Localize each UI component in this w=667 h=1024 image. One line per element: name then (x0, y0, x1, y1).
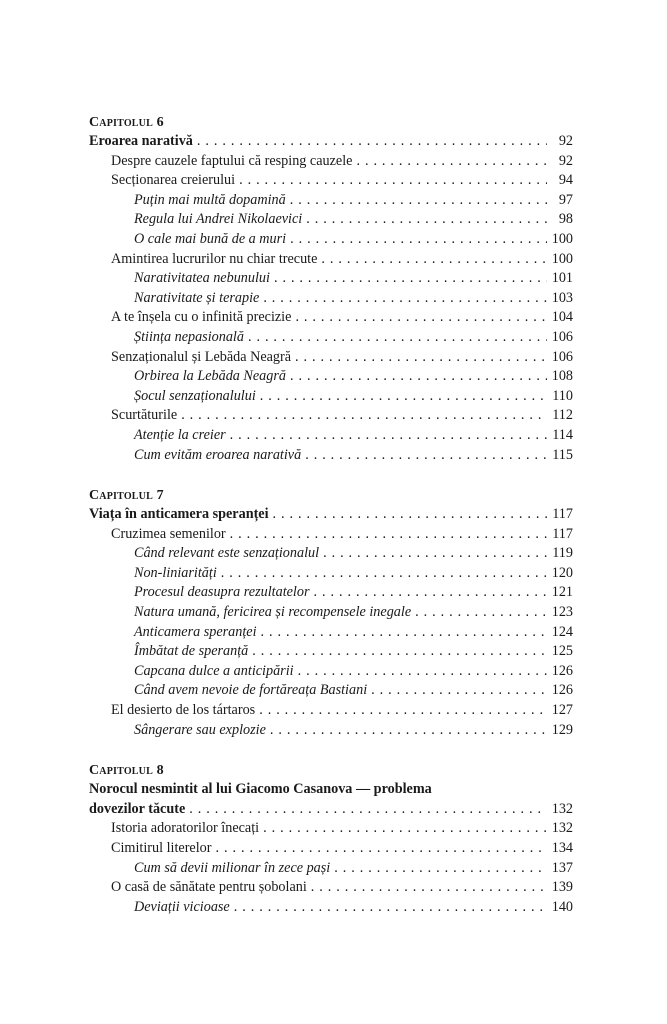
dot-leader (197, 132, 547, 152)
section-entry[interactable] (89, 348, 573, 368)
page-number: 117 (552, 525, 573, 542)
entry-title: Sângerare sau explozie (134, 721, 266, 738)
subsection-entry[interactable] (89, 328, 573, 348)
dot-leader (260, 387, 547, 407)
page-number: 106 (551, 328, 573, 345)
entry-title: Procesul deasupra rezultatelor (134, 584, 310, 601)
dot-leader (263, 289, 547, 309)
chapter-title-line: Norocul nesmintit al lui Giacomo Casanova — problema (89, 781, 432, 798)
subsection-entry[interactable] (89, 662, 573, 682)
entry-title: Secționarea creierului (111, 172, 236, 189)
section-entry[interactable] (89, 819, 573, 839)
subsection-entry[interactable] (89, 367, 573, 387)
page-number: 104 (551, 309, 573, 326)
subsection-entry[interactable] (89, 544, 573, 564)
subsection-entry[interactable] (89, 191, 573, 211)
entry-title: Cruzimea semenilor (111, 525, 226, 542)
entry-title: Atenție la creier (134, 426, 226, 443)
subsection-entry[interactable] (89, 859, 573, 879)
dot-leader (230, 426, 547, 446)
subsection-entry[interactable] (89, 269, 573, 289)
page-number: 103 (551, 289, 573, 306)
entry-title: Cum evităm eroarea narativă (134, 446, 302, 463)
chapter-label: Capitolul 8 (89, 763, 164, 779)
dot-leader (295, 308, 547, 328)
section-entry[interactable] (89, 406, 573, 426)
subsection-entry[interactable] (89, 721, 573, 741)
page-number: 121 (551, 584, 573, 601)
page-number: 123 (551, 604, 573, 621)
section-entry[interactable] (89, 152, 573, 172)
subsection-entry[interactable] (89, 583, 573, 603)
entry-title: Despre cauzele faptului că resping cauzele (111, 152, 353, 169)
subsection-entry[interactable] (89, 210, 573, 230)
entry-title: Regula lui Andrei Nikolaevici (134, 211, 303, 228)
dot-leader (290, 191, 547, 211)
dot-leader (323, 544, 547, 564)
dot-leader (298, 662, 547, 682)
section-entry[interactable] (89, 839, 573, 859)
dot-leader (248, 328, 547, 348)
page-number: 114 (552, 426, 573, 443)
page-number: 92 (558, 152, 573, 169)
entry-title: Narativitatea nebunului (134, 270, 270, 287)
dot-leader (270, 721, 547, 741)
section-entry[interactable] (89, 171, 573, 191)
page-number: 106 (551, 348, 573, 365)
chapter-label: Capitolul 6 (89, 115, 164, 130)
dot-leader (239, 171, 547, 191)
entry-title: Senzaționalul și Lebăda Neagră (111, 348, 292, 365)
subsection-entry[interactable] (89, 681, 573, 701)
page-number: 140 (551, 898, 573, 915)
entry-title: A te înșela cu o infinită precizie (111, 309, 292, 326)
page-number: 97 (558, 191, 573, 208)
page-number: 100 (551, 250, 573, 267)
entry-title: Capcana dulce a anticipării (134, 662, 294, 679)
entry-title: Cum să devii milionar în zece pași (134, 859, 331, 876)
page-number: 108 (551, 368, 573, 385)
entry-title: Deviații vicioase (134, 898, 230, 915)
dot-leader (311, 878, 547, 898)
dot-leader (230, 525, 547, 545)
dot-leader (181, 406, 547, 426)
page-number: 137 (551, 859, 573, 876)
subsection-entry[interactable] (89, 603, 573, 623)
dot-leader (371, 681, 547, 701)
chapter-title-entry[interactable] (89, 800, 573, 820)
entry-title: Istoria adoratorilor înecați (111, 820, 260, 837)
page-number: 127 (551, 702, 573, 719)
dot-leader (295, 348, 547, 368)
dot-leader (274, 269, 547, 289)
entry-title: Amintirea lucrurilor nu chiar trecute (111, 250, 318, 267)
page-number: 126 (551, 682, 573, 699)
page-number: 94 (558, 172, 573, 189)
section-entry[interactable] (89, 308, 573, 328)
page-number: 132 (551, 800, 573, 817)
entry-title: Natura umană, fericirea și recompensele inegale (134, 604, 412, 621)
section-entry[interactable] (89, 525, 573, 545)
entry-title: Puțin mai multă dopamină (134, 191, 286, 208)
entry-title: Îmbătat de speranță (134, 643, 249, 660)
page-number: 126 (551, 662, 573, 679)
chapter-label: Capitolul 7 (89, 488, 164, 504)
dot-leader (273, 505, 547, 525)
dot-leader (305, 446, 547, 466)
chapter-title-entry[interactable] (89, 505, 573, 525)
section-entry[interactable] (89, 878, 573, 898)
page-number: 119 (552, 545, 573, 562)
page-number: 112 (552, 407, 573, 424)
chapter-section (89, 113, 573, 465)
page-number: 134 (551, 840, 573, 856)
page-number: 139 (551, 879, 573, 896)
dot-leader (189, 800, 547, 820)
dot-leader (215, 839, 547, 859)
subsection-entry[interactable] (89, 898, 573, 918)
entry-title: dovezilor tăcute (89, 800, 186, 817)
chapter-title-entry[interactable] (89, 132, 573, 152)
page-number: 110 (552, 387, 573, 404)
page-number: 92 (558, 133, 573, 149)
dot-leader (252, 642, 547, 662)
dot-leader (290, 230, 547, 250)
chapter-section (89, 486, 573, 740)
dot-leader (221, 564, 547, 584)
page-number: 132 (551, 820, 573, 837)
dot-leader (263, 819, 547, 839)
entry-title: Scurtăturile (111, 407, 178, 424)
subsection-entry[interactable] (89, 230, 573, 250)
subsection-entry[interactable] (89, 564, 573, 584)
entry-title: Non-liniarități (134, 564, 217, 581)
entry-title: El desierto de los tártaros (111, 702, 256, 719)
section-entry[interactable] (89, 701, 573, 721)
dot-leader (261, 623, 547, 643)
page-number: 129 (551, 721, 573, 738)
chapter-section (89, 761, 573, 917)
page-number: 101 (551, 270, 573, 287)
entry-title: Orbirea la Lebăda Neagră (134, 368, 286, 385)
dot-leader (306, 210, 547, 230)
page-number: 124 (551, 623, 573, 640)
subsection-entry[interactable] (89, 426, 573, 446)
table-of-contents (89, 113, 573, 938)
subsection-entry[interactable] (89, 642, 573, 662)
subsection-entry[interactable] (89, 387, 573, 407)
page-number: 125 (551, 643, 573, 660)
section-entry[interactable] (89, 250, 573, 270)
page-number: 120 (551, 564, 573, 581)
entry-title: Șocul senzaționalului (134, 387, 256, 404)
dot-leader (314, 583, 548, 603)
subsection-entry[interactable] (89, 623, 573, 643)
entry-title: Când avem nevoie de fortăreața Bastiani (134, 682, 368, 699)
entry-title: O cale mai bună de a muri (134, 230, 287, 247)
entry-title: Știința nepasională (134, 328, 244, 345)
entry-title: Eroarea narativă (89, 133, 193, 149)
entry-title: Când relevant este senzaționalul (134, 545, 320, 562)
entry-title: O casă de sănătate pentru șobolani (111, 879, 307, 896)
dot-leader (415, 603, 547, 623)
subsection-entry[interactable] (89, 446, 573, 466)
subsection-entry[interactable] (89, 289, 573, 309)
dot-leader (321, 250, 547, 270)
page-number: 100 (551, 230, 573, 247)
page-number: 117 (552, 506, 573, 523)
entry-title: Cimitirul literelor (111, 840, 212, 856)
dot-leader (334, 859, 547, 879)
entry-title: Viața în anticamera speranței (89, 506, 269, 523)
entry-title: Narativitate și terapie (134, 289, 260, 306)
dot-leader (259, 701, 547, 721)
dot-leader (356, 152, 547, 172)
page-number: 115 (552, 446, 573, 463)
entry-title: Anticamera speranței (134, 623, 257, 640)
dot-leader (290, 367, 547, 387)
dot-leader (234, 898, 547, 918)
page-number: 98 (558, 211, 573, 228)
